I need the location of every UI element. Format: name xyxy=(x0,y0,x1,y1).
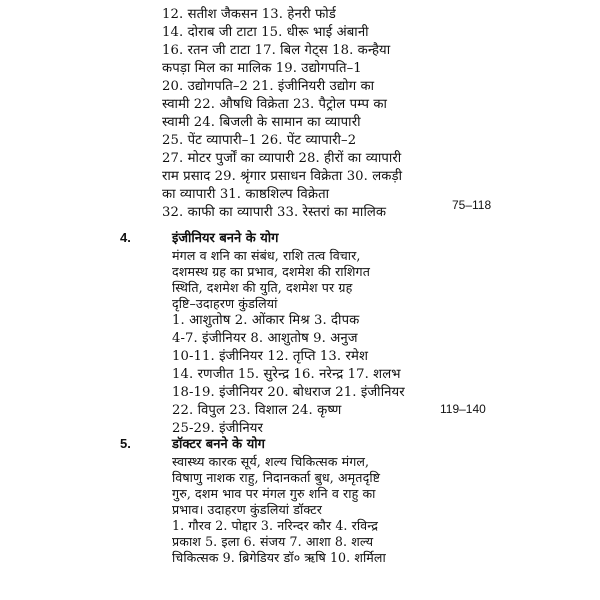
text-line: 12. सतीश जैकसन 13. हेनरी फोर्ड xyxy=(162,7,336,22)
section-3-continued-list xyxy=(162,6,462,222)
text-line: 1. आशुतोष 2. ओंकार मिश्र 3. दीपक xyxy=(172,313,360,328)
section-body xyxy=(172,436,472,566)
text-line: प्रकाश 5. इला 6. संजय 7. आशा 8. शल्य xyxy=(172,534,374,549)
text-line: स्वास्थ्य कारक सूर्य, शल्य चिकित्सक मंगल, xyxy=(172,454,370,469)
page-range: 119–140 xyxy=(440,402,486,416)
text-line: स्वामी 24. बिजली के सामान का व्यापारी xyxy=(162,115,361,130)
text-line: गुरु, दशम भाव पर मंगल गुरु शनि व राहु का xyxy=(172,486,376,501)
text-line: स्थिति, दशमेश की युति, दशमेश पर ग्रह xyxy=(172,280,353,295)
text-line: प्रभाव। उदाहरण कुंडलियां डॉक्टर xyxy=(172,502,322,517)
text-line: 20. उद्योगपति–2 21. इंजीनियरी उद्योग का xyxy=(162,79,375,94)
text-line: दशमस्थ ग्रह का प्रभाव, दशमेश की राशिगत xyxy=(172,264,370,279)
text-line: 14. रणजीत 15. सुरेन्द्र 16. नरेन्द्र 17. शलभ xyxy=(172,367,401,382)
text-line: दृष्टि–उदाहरण कुंडलियां xyxy=(172,296,278,311)
text-line: कपड़ा मिल का मालिक 19. उद्योगपति–1 xyxy=(162,61,362,76)
text-line: 22. विपुल 23. विशाल 24. कृष्ण xyxy=(172,403,342,418)
text-line: 14. दोराब जी टाटा 15. धीरू भाई अंबानी xyxy=(162,25,369,40)
text-line: चिकित्सक 9. ब्रिगेडियर डॉ० ऋषि 10. शर्मिला xyxy=(172,550,386,565)
text-line: 1. गौरव 2. पोद्दार 3. नरिन्दर कौर 4. रविन्द्र xyxy=(172,518,379,533)
text-line: का व्यापारी 31. काष्ठशिल्प विक्रेता xyxy=(162,187,330,202)
page-range: 75–118 xyxy=(452,198,492,212)
text-line: 25. पेंट व्यापारी–1 26. पेंट व्यापारी–2 xyxy=(162,133,357,148)
section-title: इंजीनियर बनने के योग xyxy=(172,231,279,246)
text-line: 25-29. इंजीनियर xyxy=(172,421,264,436)
text-line: 18-19. इंजीनियर 20. बोधराज 21. इंजीनियर xyxy=(172,385,405,400)
text-line: मंगल व शनि का संबंध, राशि तत्व विचार, xyxy=(172,248,361,263)
text-line: स्वामी 22. औषधि विक्रेता 23. पैट्रोल पम्प का xyxy=(162,97,388,112)
section-number: 4. xyxy=(120,230,131,245)
text-line: 4-7. इंजीनियर 8. आशुतोष 9. अनुज xyxy=(172,331,358,346)
section-number: 5. xyxy=(120,436,131,451)
text-line: 10-11. इंजीनियर 12. तृप्ति 13. रमेश xyxy=(172,349,369,364)
section-title: डॉक्टर बनने के योग xyxy=(172,437,265,452)
text-line: विषाणु नाशक राहु, निदानकर्ता बुध, अमृतदृष्टि xyxy=(172,470,381,485)
section-body xyxy=(172,230,472,438)
text-line: 27. मोटर पुर्जों का व्यापारी 28. हीरों का व्यापारी xyxy=(162,151,402,166)
text-line: 32. काफी का व्यापारी 33. रेस्तरां का मालिक xyxy=(162,205,387,220)
text-line: 16. रतन जी टाटा 17. बिल गेट्स 18. कन्हैया xyxy=(162,43,391,58)
text-line: राम प्रसाद 29. श्रृंगार प्रसाधन विक्रेता 30. लकड़ी xyxy=(162,169,403,184)
